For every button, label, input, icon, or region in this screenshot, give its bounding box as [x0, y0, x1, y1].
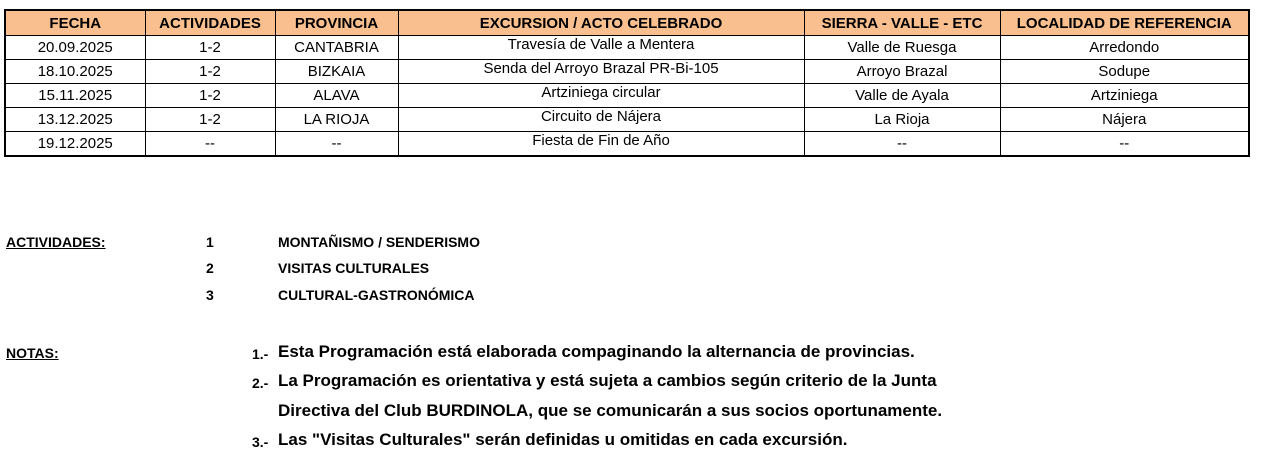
cell-province: LA RIOJA: [275, 108, 398, 132]
note-number: 2.-: [252, 375, 269, 391]
cell-sierra: Valle de Ruesga: [804, 36, 1000, 60]
cell-excursion: Circuito de Nájera: [398, 108, 804, 132]
cell-date: 13.12.2025: [5, 108, 145, 132]
cell-excursion: Travesía de Valle a Mentera: [398, 36, 804, 60]
cell-province: --: [275, 132, 398, 157]
cell-locality: Nájera: [1000, 108, 1249, 132]
cell-activities: 1-2: [145, 108, 275, 132]
schedule-table: [4, 9, 1250, 157]
cell-locality: Artziniega: [1000, 84, 1249, 108]
activity-number: 3: [206, 287, 214, 303]
cell-excursion: Fiesta de Fin de Año: [398, 132, 804, 157]
note-text: La Programación es orientativa y está sujeta a cambios según criterio de la Junta: [278, 371, 937, 390]
cell-sierra: Valle de Ayala: [804, 84, 1000, 108]
cell-date: 19.12.2025: [5, 132, 145, 157]
activity-number: 1: [206, 234, 214, 250]
activity-number: 2: [206, 260, 214, 276]
cell-date: 18.10.2025: [5, 60, 145, 84]
table-row: [5, 36, 1249, 60]
cell-activities: 1-2: [145, 60, 275, 84]
cell-province: CANTABRIA: [275, 36, 398, 60]
notes-label: NOTAS:: [6, 345, 59, 361]
table-header-row: [5, 10, 1249, 36]
header-localidad: LOCALIDAD DE REFERENCIA: [1000, 10, 1249, 36]
header-actividades: ACTIVIDADES: [145, 10, 275, 36]
note-text: Esta Programación está elaborada compaginando la alternancia de provincias.: [278, 342, 915, 361]
cell-excursion: Senda del Arroyo Brazal PR-Bi-105: [398, 60, 804, 84]
table-row: [5, 108, 1249, 132]
note-number: 1.-: [252, 346, 269, 362]
cell-date: 20.09.2025: [5, 36, 145, 60]
cell-province: ALAVA: [275, 84, 398, 108]
table-row: [5, 60, 1249, 84]
cell-date: 15.11.2025: [5, 84, 145, 108]
header-fecha: FECHA: [5, 10, 145, 36]
cell-sierra: La Rioja: [804, 108, 1000, 132]
cell-activities: 1-2: [145, 84, 275, 108]
cell-locality: Sodupe: [1000, 60, 1249, 84]
note-text: Las "Visitas Culturales" serán definidas u omitidas en cada excursión.: [278, 430, 848, 449]
table-row: [5, 84, 1249, 108]
activities-label: ACTIVIDADES:: [6, 234, 106, 250]
note-text-continued: Directiva del Club BURDINOLA, que se comunicarán a sus socios oportunamente.: [278, 401, 943, 420]
cell-locality: --: [1000, 132, 1249, 157]
header-sierra: SIERRA - VALLE - ETC: [804, 10, 1000, 36]
activity-name: MONTAÑISMO / SENDERISMO: [278, 234, 480, 250]
cell-excursion: Artziniega circular: [398, 84, 804, 108]
note-number: 3.-: [252, 434, 269, 450]
cell-province: BIZKAIA: [275, 60, 398, 84]
header-excursion: EXCURSION / ACTO CELEBRADO: [398, 10, 804, 36]
activity-name: VISITAS CULTURALES: [278, 260, 430, 276]
cell-locality: Arredondo: [1000, 36, 1249, 60]
activity-name: CULTURAL-GASTRONÓMICA: [278, 287, 475, 303]
cell-sierra: --: [804, 132, 1000, 157]
cell-sierra: Arroyo Brazal: [804, 60, 1000, 84]
table-row: [5, 132, 1249, 157]
cell-activities: 1-2: [145, 36, 275, 60]
cell-activities: --: [145, 132, 275, 157]
header-provincia: PROVINCIA: [275, 10, 398, 36]
